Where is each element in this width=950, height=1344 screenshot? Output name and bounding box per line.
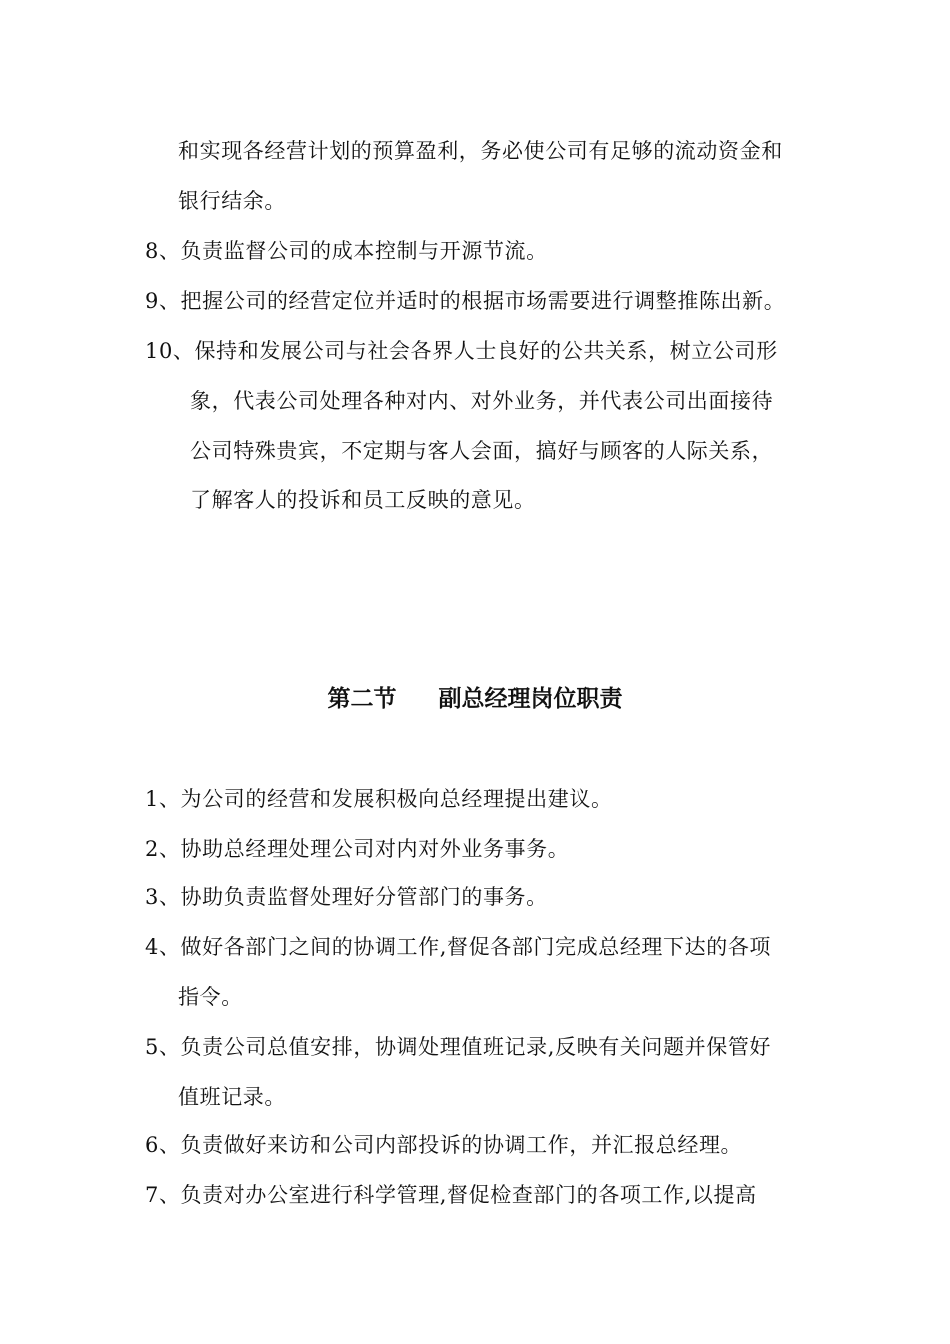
item7-continuation-line: 和实现各经营计划的预算盈利，务必使公司有足够的流动资金和 <box>178 139 783 163</box>
list-item-9: 9、把握公司的经营定位并适时的根据市场需要进行调整推陈出新。 <box>145 289 786 313</box>
item7-continuation-line: 银行结余。 <box>178 189 286 213</box>
section-number: 第二节 <box>327 686 397 712</box>
list-item-5: 5、负责公司总值安排，协调处理值班记录,反映有关问题并保管好 <box>145 1035 772 1059</box>
list-item-2: 2、协助总经理处理公司对内对外业务事务。 <box>145 837 570 861</box>
list-item-1: 1、为公司的经营和发展积极向总经理提出建议。 <box>145 787 613 811</box>
list-item-3: 3、协助负责监督处理好分管部门的事务。 <box>145 885 548 909</box>
list-item-7: 7、负责对办公室进行科学管理,督促检查部门的各项工作,以提高 <box>145 1183 757 1207</box>
list-item-5-continuation: 值班记录。 <box>178 1085 286 1109</box>
list-item-10-continuation: 公司特殊贵宾，不定期与客人会面，搞好与顾客的人际关系， <box>190 439 774 463</box>
section-heading <box>0 682 950 716</box>
list-item-6: 6、负责做好来访和公司内部投诉的协调工作，并汇报总经理。 <box>145 1133 743 1157</box>
list-item-10: 10、保持和发展公司与社会各界人士良好的公共关系，树立公司形 <box>145 339 778 363</box>
list-item-4: 4、做好各部门之间的协调工作,督促各部门完成总经理下达的各项 <box>145 935 772 959</box>
section-title: 副总经理岗位职责 <box>438 686 623 712</box>
list-item-10-continuation: 了解客人的投诉和员工反映的意见。 <box>190 488 536 512</box>
list-item-10-continuation: 象，代表公司处理各种对内、对外业务，并代表公司出面接待 <box>190 389 774 413</box>
list-item-4-continuation: 指令。 <box>178 985 243 1009</box>
list-item-8: 8、负责监督公司的成本控制与开源节流。 <box>145 239 548 263</box>
